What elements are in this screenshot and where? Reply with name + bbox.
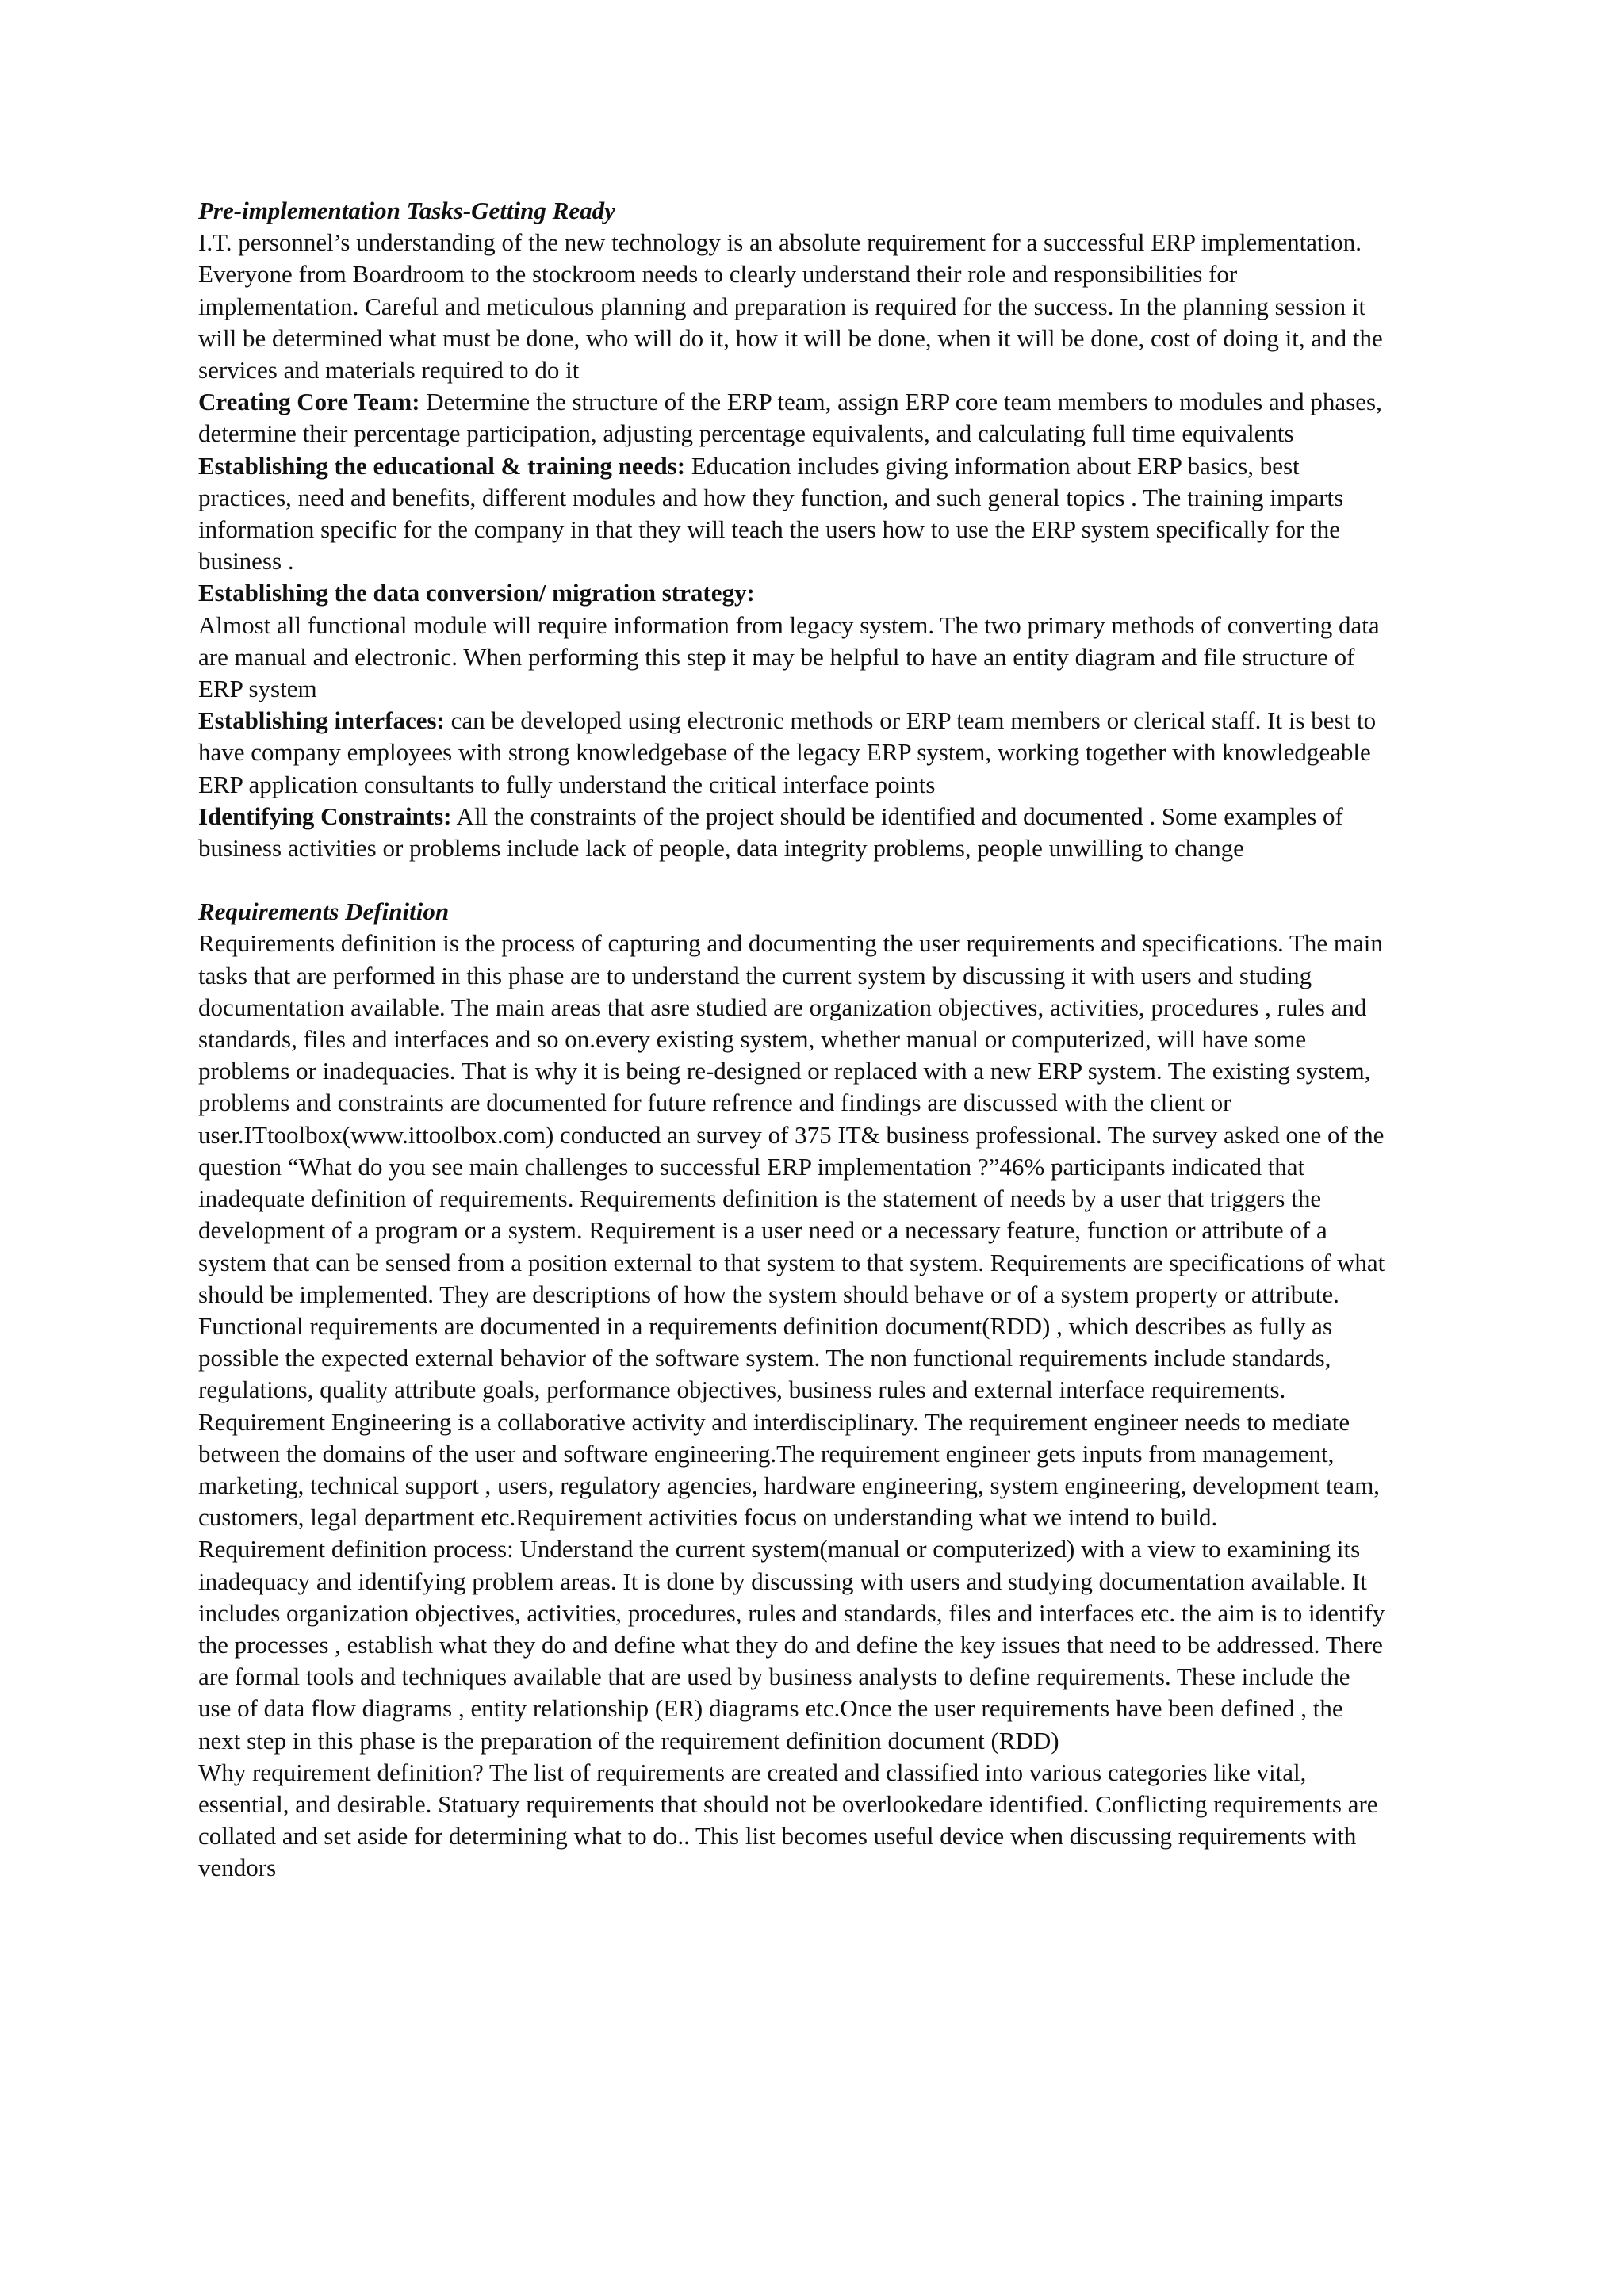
- requirements-paragraph-3: Why requirement definition? The list of requirements are created and classified into various categories like vital, essential, and desirable. Statuary requirements that should not be overlookedare identified. Conflicting requirements are collated and set aside for determining what to do.. This list becomes useful device when discussing requirements with vendors: [198, 1758, 1378, 1882]
- section-heading-pre-implementation: Pre-implementation Tasks-Getting Ready: [198, 197, 615, 224]
- interfaces-label: Establishing interfaces:: [198, 706, 445, 735]
- education-label: Establishing the educational & training needs:: [198, 451, 686, 480]
- education-text: Education includes giving information about ERP basics, best practices, need and benefits, different modules and how they function, and such general topics . The training imparts information specific for the company in that they will teach the users how to use the ERP system specifically for the business .: [198, 451, 1344, 576]
- education-paragraph: [198, 450, 1388, 578]
- document-page: [198, 195, 1388, 1885]
- constraints-text: All the constraints of the project should be identified and documented . Some examples of business activities or problems include lack of people, data integrity problems, people unwilling to change: [198, 802, 1343, 863]
- data-conversion-label: Establishing the data conversion/ migration strategy:: [198, 579, 755, 607]
- pre-implementation-intro: I.T. personnel’s understanding of the new technology is an absolute requirement for a successful ERP implementation. Everyone from Boardroom to the stockroom needs to clearly understand their role and responsibilities for implementation. Careful and meticulous planning and preparation is required for the success. In the planning session it will be determined what must be done, who will do it, how it will be done, when it will be done, cost of doing it, and the services and materials required to do it: [198, 228, 1383, 385]
- constraints-paragraph: [198, 801, 1388, 864]
- constraints-label: Identifying Constraints:: [198, 802, 452, 830]
- section-spacer: [198, 864, 1388, 896]
- core-team-text: Determine the structure of the ERP team, assign ERP core team members to modules and phases, determine their percentage participation, adjusting percentage equivalents, and calculating full time equivalents: [198, 388, 1382, 448]
- requirements-paragraph-2: Requirement definition process: Understand the current system(manual or computerized) with a view to examining its inadequacy and identifying problem areas. It is done by discussing with users and studying documentation available. It includes organization objectives, activities, procedures, rules and standards, files and interfaces etc. the aim is to identify the processes , establish what they do and define what they do and define the key issues that need to be addressed. There are formal tools and techniques available that are used by business analysts to define requirements. These include the use of data flow diagrams , entity relationship (ER) diagrams etc.Once the user requirements have been defined , the next step in this phase is the preparation of the requirement definition document (RDD): [198, 1535, 1385, 1755]
- data-conversion-text: Almost all functional module will require information from legacy system. The two primary methods of converting data are manual and electronic. When performing this step it may be helpful to have an entity diagram and file structure of ERP system: [198, 610, 1380, 703]
- interfaces-text: can be developed using electronic methods or ERP team members or clerical staff. It is best to have company employees with strong knowledgebase of the legacy ERP system, working together with knowledgeable ERP application consultants to fully understand the critical interface points: [198, 706, 1377, 798]
- core-team-paragraph: [198, 386, 1388, 450]
- requirements-paragraph-1: Requirements definition is the process of capturing and documenting the user requirements and specifications. The main tasks that are performed in this phase are to understand the current system by discussing it with users and studing documentation available. The main areas that asre studied are organization objectives, activities, procedures , rules and standards, files and interfaces and so on.every existing system, whether manual or computerized, will have some problems or inadequacies. That is why it is being re-designed or replaced with a new ERP system. The existing system, problems and constraints are documented for future refrence and findings are discussed with the client or user.ITtoolbox(www.ittoolbox.com) conducted an survey of 375 IT& business professional. The survey asked one of the question “What do you see main challenges to successful ERP implementation ?”46% participants indicated that inadequate definition of requirements. Requirements definition is the statement of needs by a user that triggers the development of a program or a system. Requirement is a user need or a necessary feature, function or attribute of a system that can be sensed from a position external to that system to that system. Requirements are specifications of what should be implemented. They are descriptions of how the system should behave or of a system property or attribute. Functional requirements are documented in a requirements definition document(RDD) , which describes as fully as possible the expected external behavior of the software system. The non functional requirements include standards, regulations, quality attribute goals, performance objectives, business rules and external interface requirements. Requirement Engineering is a collaborative activity and interdisciplinary. The requirement engineer needs to mediate between the domains of the user and software engineering.The requirement engineer gets inputs from management, marketing, technical support , users, regulatory agencies, hardware engineering, system engineering, development team, customers, legal department etc.Requirement activities focus on understanding what we intend to build.: [198, 929, 1385, 1532]
- section-heading-requirements: Requirements Definition: [198, 897, 450, 926]
- core-team-label: Creating Core Team:: [198, 388, 420, 416]
- interfaces-paragraph: [198, 705, 1388, 801]
